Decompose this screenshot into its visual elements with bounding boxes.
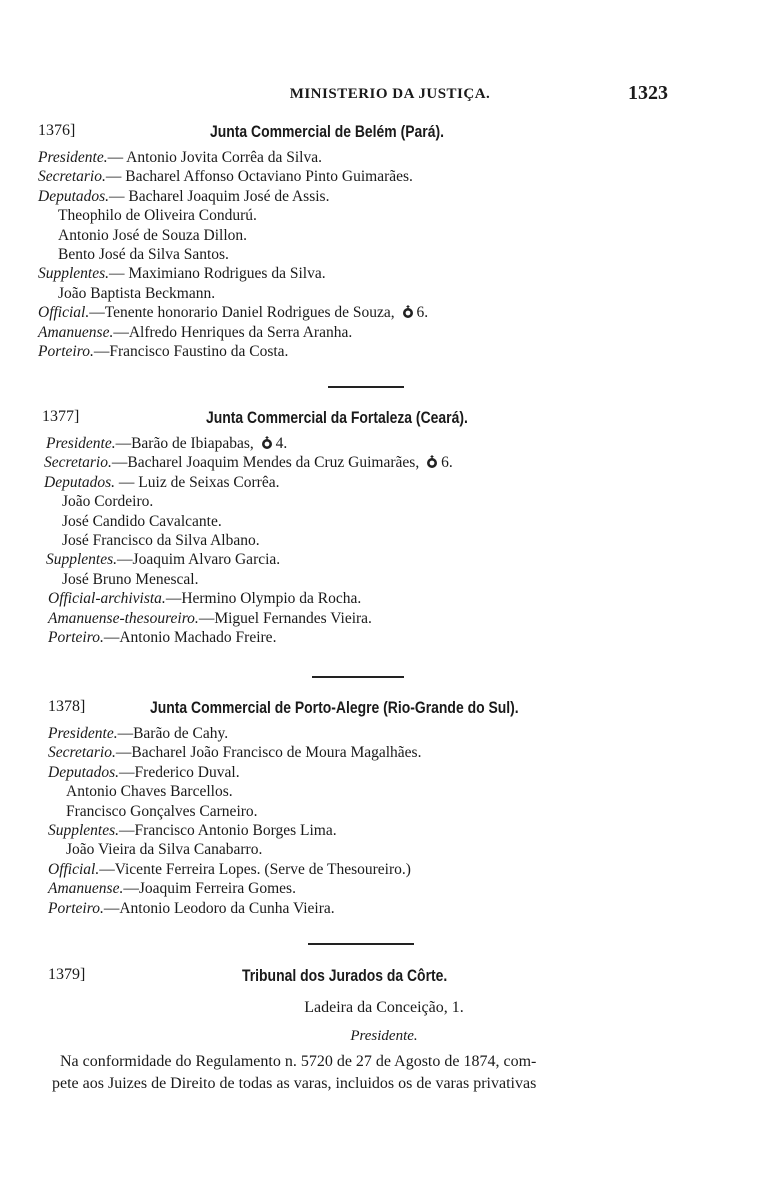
member-line	[38, 782, 688, 801]
member-list	[38, 148, 688, 361]
member-line	[38, 531, 688, 550]
role-label: Official.	[48, 860, 100, 878]
separator: —	[107, 149, 127, 166]
order-of-rose-icon	[260, 436, 274, 450]
member-line	[38, 187, 688, 206]
member-line	[38, 245, 688, 264]
role-label: Secretario.	[44, 454, 112, 472]
member-line	[38, 628, 688, 647]
member-name: José Candido Cavalcante.	[62, 512, 222, 530]
member-name: José Bruno Menescal.	[62, 570, 199, 588]
section-divider	[312, 676, 404, 678]
member-name: Vicente Ferreira Lopes. (Serve de Thesoureiro.)	[114, 860, 411, 878]
member-name: Francisco Gonçalves Carneiro.	[66, 802, 258, 820]
role-label: Deputados.	[38, 187, 110, 205]
member-name: Frederico Duval.	[134, 763, 240, 781]
member-line	[38, 879, 688, 898]
member-list	[38, 434, 688, 647]
member-name: Joaquim Ferreira Gomes.	[138, 880, 296, 898]
member-name: Francisco Faustino da Costa.	[109, 343, 289, 361]
member-line	[38, 473, 688, 492]
role-label: Supplentes.	[46, 551, 118, 569]
separator: —	[115, 744, 132, 762]
separator: —	[119, 763, 135, 781]
section-number: 1379]	[48, 966, 86, 983]
member-name: Bento José da Silva Santos.	[58, 246, 229, 264]
role-label: Porteiro.	[38, 343, 94, 361]
role-label: Presidente.	[48, 725, 118, 742]
role-label: Official-archivista.	[48, 590, 166, 608]
section-number: 1378]	[48, 698, 86, 715]
member-name: Alfredo Henriques da Serra Aranha.	[128, 323, 353, 341]
role-label: Supplentes.	[48, 822, 120, 840]
section-1376	[38, 122, 688, 361]
member-line	[38, 226, 688, 245]
page-header	[40, 82, 668, 112]
order-of-rose-icon	[401, 305, 415, 319]
separator: —	[93, 343, 110, 361]
separator: —	[109, 265, 129, 283]
decoration-grade: 6.	[416, 304, 429, 322]
separator: —	[111, 454, 128, 472]
member-name: José Francisco da Silva Albano.	[62, 532, 260, 550]
section-title: Junta Commercial da Fortaleza (Ceará).	[206, 408, 468, 427]
separator: —	[117, 551, 133, 569]
member-line	[38, 802, 688, 821]
role-label: Supplentes.	[38, 265, 110, 283]
separator: —	[119, 822, 135, 840]
member-line	[38, 899, 688, 918]
member-name: Bacharel João Francisco de Moura Magalhães.	[131, 744, 422, 762]
member-line	[38, 303, 688, 322]
member-line	[38, 148, 688, 167]
member-line	[38, 434, 688, 453]
member-line	[38, 323, 688, 342]
member-line	[38, 570, 688, 589]
role-label: Presidente.	[38, 149, 108, 166]
section-1379	[38, 966, 688, 992]
member-line	[38, 763, 688, 782]
member-line	[38, 264, 688, 283]
member-name: Hermino Olympio da Rocha.	[181, 590, 362, 608]
member-line	[38, 284, 688, 303]
member-line	[38, 743, 688, 762]
member-line	[38, 860, 688, 879]
member-name: Barão de Cahy.	[133, 725, 229, 742]
decoration-grade: 6.	[441, 454, 453, 472]
member-name: Antonio José de Souza Dillon.	[58, 226, 247, 244]
role-label: Amanuense.	[38, 323, 114, 341]
member-line	[38, 206, 688, 225]
member-line	[38, 724, 688, 743]
running-title: MINISTERIO DA JUSTIÇA.	[289, 86, 491, 102]
role-label: Porteiro.	[48, 629, 104, 647]
separator: —	[99, 860, 115, 878]
member-name: Tenente honorario Daniel Rodrigues de Souza,	[104, 304, 395, 322]
role-label: Amanuense.	[48, 880, 124, 898]
separator: —	[117, 725, 134, 742]
member-name: João Vieira da Silva Canabarro.	[66, 841, 263, 859]
separator: —	[115, 473, 139, 491]
section-divider	[308, 943, 414, 945]
member-line	[38, 167, 688, 186]
member-line	[38, 512, 688, 531]
separator: —	[89, 304, 105, 322]
role-label: Secretario.	[48, 744, 116, 762]
member-name: Antonio Jovita Corrêa da Silva.	[126, 149, 322, 166]
section-number: 1376]	[38, 122, 76, 139]
member-name: Bacharel Joaquim Mendes da Cruz Guimarães,	[127, 454, 420, 472]
separator: —	[113, 323, 129, 341]
member-name: Maximiano Rodrigues da Silva.	[128, 265, 326, 283]
subheading-presidente: Presidente.	[350, 1028, 418, 1044]
section-1377	[38, 408, 688, 647]
role-label: Official.	[38, 304, 90, 322]
member-line	[38, 840, 688, 859]
member-line	[38, 589, 688, 608]
member-line	[38, 609, 688, 628]
section-1378	[38, 698, 688, 918]
section-divider	[328, 386, 404, 388]
member-name: João Cordeiro.	[62, 493, 154, 511]
separator: —	[103, 629, 120, 647]
role-label: Secretario.	[38, 168, 106, 186]
member-line	[38, 550, 688, 569]
role-label: Presidente.	[46, 435, 116, 452]
member-line	[38, 453, 688, 472]
member-name: Antonio Machado Freire.	[119, 629, 277, 647]
member-name: Miguel Fernandes Vieira.	[214, 609, 372, 627]
member-name: Bacharel Joaquim José de Assis.	[128, 187, 330, 205]
member-name: Antonio Leodoro da Cunha Vieira.	[119, 899, 335, 917]
section-number: 1377]	[42, 408, 80, 425]
separator: —	[198, 609, 215, 627]
paragraph-line-2: pete aos Juizes de Direito de todas as varas, incluidos os de varas privativas	[52, 1075, 537, 1092]
member-name: Bacharel Affonso Octaviano Pinto Guimarães.	[125, 168, 413, 186]
order-of-rose-icon	[425, 455, 439, 469]
member-name: Theophilo de Oliveira Condurú.	[58, 207, 257, 225]
separator: —	[123, 880, 139, 898]
member-line	[38, 342, 688, 361]
role-label: Deputados.	[48, 763, 120, 781]
separator: —	[165, 590, 182, 608]
member-name: Luiz de Seixas Corrêa.	[138, 473, 280, 491]
separator: —	[105, 168, 126, 186]
role-label: Porteiro.	[48, 899, 104, 917]
separator: —	[115, 435, 132, 452]
member-name: Barão de Ibiapabas,	[131, 435, 254, 452]
section-title: Junta Commercial de Belém (Pará).	[210, 122, 444, 141]
section-title: Tribunal dos Jurados da Côrte.	[242, 966, 448, 985]
member-name: Joaquim Alvaro Garcia.	[132, 551, 281, 569]
member-line	[38, 492, 688, 511]
member-list	[38, 724, 688, 918]
decoration-grade: 4.	[275, 435, 288, 452]
role-label: Amanuense-thesoureiro.	[48, 609, 199, 627]
address-line: Ladeira da Conceição, 1.	[304, 999, 464, 1016]
paragraph-line-1: Na conformidade do Regulamento n. 5720 de 27 de Agosto de 1874, com-	[60, 1053, 537, 1070]
member-name: João Baptista Beckmann.	[58, 284, 216, 302]
page-number: 1323	[628, 82, 668, 104]
section-title: Junta Commercial de Porto-Alegre (Rio-Grande do Sul).	[150, 698, 519, 717]
member-line	[38, 821, 688, 840]
member-name: Antonio Chaves Barcellos.	[66, 783, 233, 801]
separator: —	[103, 899, 120, 917]
role-label: Deputados.	[44, 473, 116, 491]
separator: —	[109, 187, 129, 205]
member-name: Francisco Antonio Borges Lima.	[134, 822, 337, 840]
